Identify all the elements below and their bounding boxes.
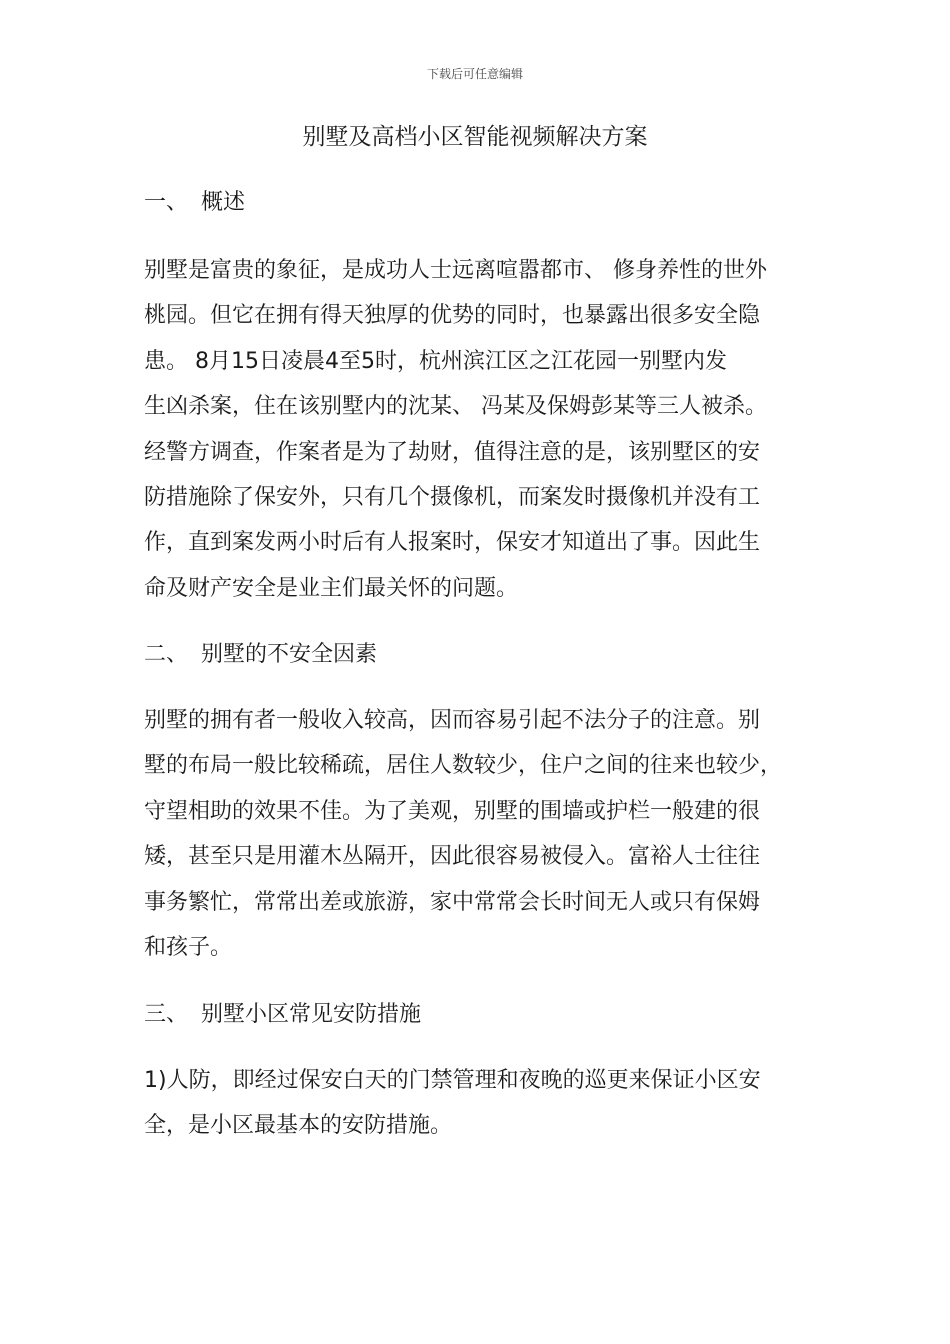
section-heading-insecurity-factors <box>144 638 377 672</box>
section-title: 别墅小区常见安防措施 <box>201 1002 422 1027</box>
section-title: 概述 <box>201 190 246 215</box>
section-paragraph-overview <box>144 248 812 611</box>
paragraph-line: 别墅是富贵的象征，是成功人士远离喧嚣都市、 修身养性的世外 <box>144 258 767 283</box>
paragraph-line: 命及财产安全是业主们最关怀的问题。 <box>144 575 519 601</box>
paragraph-line: 和孩子。 <box>144 934 233 960</box>
paragraph-line: 别墅的拥有者一般收入较高，因而容易引起不法分子的注意。别 <box>144 708 761 733</box>
paragraph-line: 经警方调查，作案者是为了劫财，值得注意的是，该别墅区的安 <box>144 439 761 465</box>
section-paragraph-common-security-measures <box>144 1058 812 1149</box>
paragraph-line: 全，是小区最基本的安防措施。 <box>144 1113 453 1139</box>
paragraph-line: 矮，甚至只是用灌木丛隔开，因此很容易被侵入。富裕人士往往 <box>144 844 761 870</box>
section-paragraph-insecurity-factors <box>144 698 812 970</box>
section-title: 别墅的不安全因素 <box>201 642 378 667</box>
header-note: 下载后可任意编辑 <box>426 67 523 81</box>
document-title: 别墅及高档小区智能视频解决方案 <box>302 124 648 150</box>
paragraph-line: 防措施除了保安外，只有几个摄像机，而案发时摄像机并没有工 <box>144 484 761 510</box>
paragraph-line: 1)人防，即经过保安白天的门禁管理和夜晚的巡更来保证小区安 <box>144 1068 761 1093</box>
section-number: 三、 <box>144 1002 189 1027</box>
paragraph-line: 生凶杀案，住在该别墅内的沈某、 冯某及保姆彭某等三人被杀。 <box>144 394 767 420</box>
section-heading-overview <box>144 186 245 220</box>
paragraph-line: 患。 8月15日凌晨4至5时，杭州滨江区之江花园一别墅内发 <box>144 348 727 374</box>
paragraph-line: 事务繁忙，常常出差或旅游，家中常常会长时间无人或只有保姆 <box>144 889 761 915</box>
paragraph-line: 墅的布局一般比较稀疏，居住人数较少，住户之间的往来也较少， <box>144 753 783 779</box>
section-number: 二、 <box>144 642 189 667</box>
section-heading-common-security-measures <box>144 998 421 1032</box>
paragraph-line: 作，直到案发两小时后有人报案时，保安才知道出了事。因此生 <box>144 530 761 556</box>
paragraph-line: 守望相助的效果不佳。为了美观，别墅的围墙或护栏一般建的很 <box>144 798 761 824</box>
paragraph-line: 桃园。但它在拥有得天独厚的优势的同时，也暴露出很多安全隐 <box>144 303 761 329</box>
section-number: 一、 <box>144 190 189 215</box>
